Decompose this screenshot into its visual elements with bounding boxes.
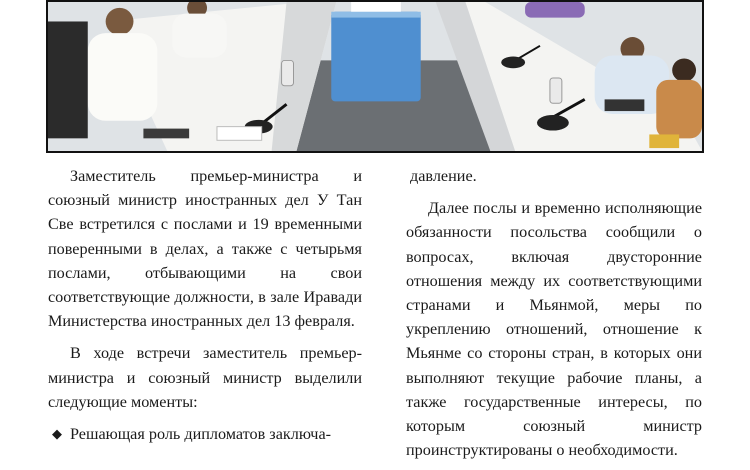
meeting-photo-icon bbox=[48, 2, 702, 151]
paragraph-ambassadors-report: Далее послы и временно исполняющие обязанности посольства сообщили о вопросах, включая двусторонние отношения между их соответствующими странами и Мьянмой, меры по укреплению отношений, отношение к Мьянме со стороны стран, в которых они выполняют текущие рабочие планы, а также государственные интересы, по которым союзный министр проинструктированы о необходимости. bbox=[406, 199, 702, 460]
left-text-column bbox=[48, 164, 362, 446]
bullet-icon: ◆ bbox=[52, 426, 62, 442]
meeting-photo bbox=[46, 0, 704, 153]
paragraph-continuation: давление. bbox=[410, 167, 477, 185]
paragraph-key-points: В ходе встречи заместитель премьер-министра и союзный министр выделили следующие моменты: bbox=[48, 344, 362, 411]
paragraph-meeting-intro: Заместитель премьер-министра и союзный министр иностранных дел У Тан Све встретился с послами и 19 временными поверенными в делах, а также с четырьмя послами, отбывающими на свои соответствующие должности, в зале Иравади Министерства иностранных дел 13 февраля. bbox=[48, 167, 362, 331]
right-text-column bbox=[406, 164, 702, 470]
bullet-text: Решающая роль дипломатов заключа- bbox=[70, 425, 332, 444]
bullet-item bbox=[48, 422, 362, 446]
